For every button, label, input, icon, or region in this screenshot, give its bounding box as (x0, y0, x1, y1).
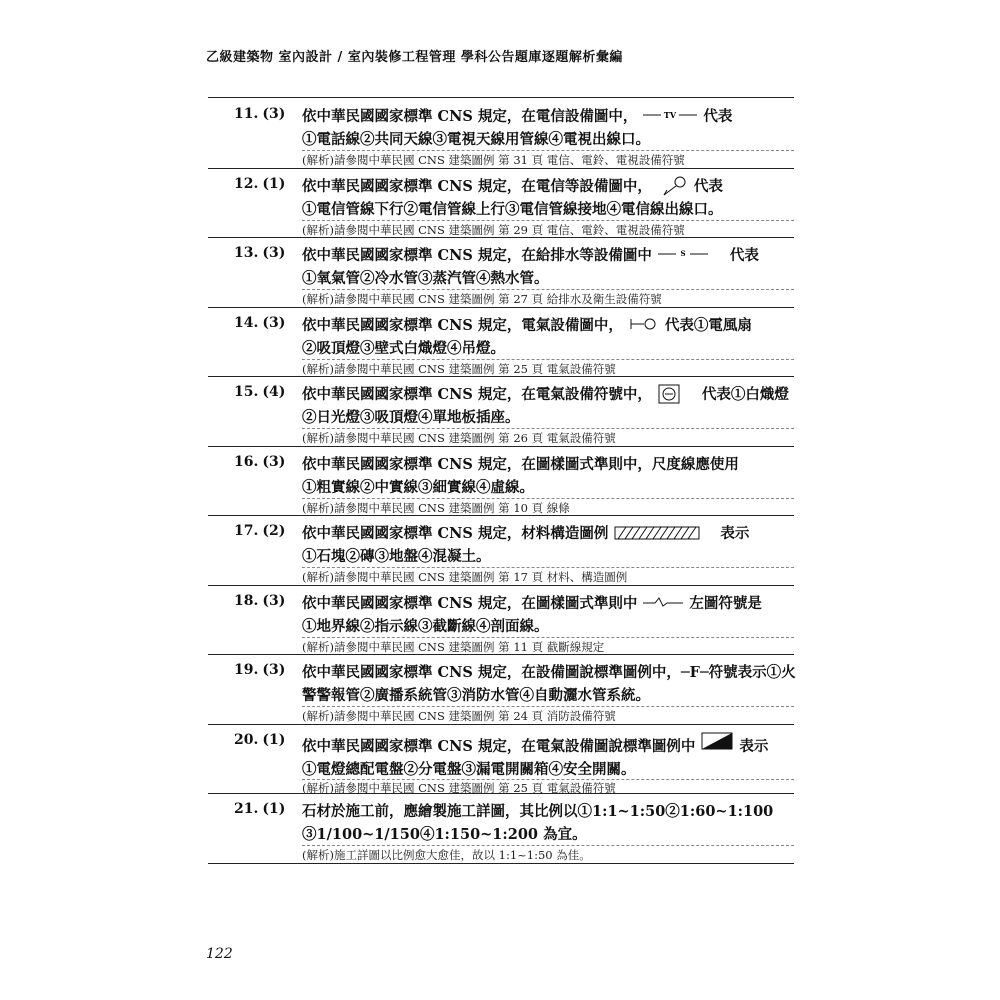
answer: (1) (262, 801, 286, 817)
question-15 (208, 377, 794, 447)
break-line-icon (643, 596, 683, 608)
question-21 (208, 794, 794, 864)
question-number: 19. (3) (234, 662, 286, 678)
explanation: (解析)請參閱中華民國 CNS 建築圖例 第 29 頁 電信、電鈴、電視設備符號 (302, 222, 685, 237)
question-14 (208, 308, 794, 378)
question-number: 17. (2) (234, 523, 286, 539)
question-text: 依中華民國國家標準 CNS 規定，在電信等設備圖中， 代表 (302, 175, 723, 197)
answer: (3) (262, 106, 286, 122)
question-20 (208, 725, 794, 795)
question-number: 18. (3) (234, 592, 286, 609)
page-number: 122 (206, 946, 233, 962)
explanation: (解析)請參閱中華民國 CNS 建築圖例 第 25 頁 電氣設備符號 (302, 361, 616, 376)
panel-icon (701, 732, 733, 750)
question-text: 依中華民國國家標準 CNS 規定，在圖樣圖式準則中，尺度線應使用 (302, 455, 739, 473)
options: ②吸頂燈③壁式白熾燈④吊燈。 (302, 339, 505, 357)
question-number: 13. (3) (234, 245, 286, 261)
divider (302, 428, 794, 429)
divider (302, 845, 794, 846)
question-number: 14. (3) (234, 314, 286, 331)
wall-lamp-icon (629, 317, 659, 331)
question-text: 依中華民國國家標準 CNS 規定，在設備圖說標準圖例中，─F─符號表示①火 (302, 664, 796, 681)
divider (302, 289, 794, 290)
question-number: 20. (1) (234, 731, 286, 748)
answer: (1) (262, 175, 286, 192)
divider (302, 637, 794, 638)
question-13 (208, 238, 794, 308)
s-line-icon (658, 248, 708, 262)
answer: (3) (262, 245, 286, 261)
question-18 (208, 586, 794, 656)
question-text: 依中華民國國家標準 CNS 規定，在電氣設備符號中， 代表①白熾燈 (302, 383, 789, 404)
explanation: (解析)施工詳圖以比例愈大愈佳，故以 1:1~1:50 為佳。 (302, 848, 591, 862)
question-text: 依中華民國國家標準 CNS 規定，材料構造圖例 表示 (302, 525, 750, 542)
answer: (3) (262, 592, 286, 609)
answer: (3) (262, 662, 286, 678)
divider (302, 150, 794, 151)
options: ③1/100~1/150④1:150~1:200 為宜。 (302, 826, 587, 843)
divider (302, 359, 794, 360)
hatch-icon (614, 526, 700, 540)
options: 警警報管②廣播系統管③消防水管④自動灑水管系統。 (302, 687, 650, 704)
question-11 (208, 99, 794, 169)
question-list (208, 99, 794, 864)
answer: (1) (262, 731, 286, 748)
explanation: (解析)請參閱中華民國 CNS 建築圖例 第 24 頁 消防設備符號 (302, 709, 616, 723)
options: ①石塊②磚③地盤④混凝土。 (302, 548, 491, 565)
explanation: (解析)請參閱中華民國 CNS 建築圖例 第 27 頁 給排水及衛生設備符號 (302, 292, 662, 306)
divider (302, 220, 794, 221)
divider (302, 498, 794, 499)
question-number: 16. (3) (234, 453, 286, 470)
question-17 (208, 516, 794, 586)
floor-outlet-icon (658, 384, 680, 404)
running-header: 乙級建築物 室內設計 / 室內裝修工程管理 學科公告題庫逐題解析彙編 (206, 50, 623, 65)
options: ①電話線②共同天線③電視天線用管線④電視出線口。 (302, 131, 650, 148)
question-text: 石材於施工前，應繪製施工詳圖，其比例以①1:1~1:50②1:60~1:100 (302, 803, 774, 820)
question-number: 12. (1) (234, 175, 286, 192)
question-text: 依中華民國國家標準 CNS 規定，在給排水等設備圖中 S 代表 (302, 247, 759, 264)
options: ①電燈總配電盤②分電盤③漏電開關箱④安全開關。 (302, 760, 636, 778)
question-number: 21. (1) (234, 801, 286, 817)
tv-line-icon (643, 109, 697, 123)
options: ①氧氣管②冷水管③蒸汽管④熱水管。 (302, 270, 549, 287)
answer: (4) (262, 384, 286, 400)
question-text: 依中華民國國家標準 CNS 規定，在電氣設備圖說標準圖例中 表示 (302, 735, 768, 756)
svg-text:TV: TV (664, 109, 677, 120)
explanation: (解析)請參閱中華民國 CNS 建築圖例 第 25 頁 電氣設備符號 (302, 780, 616, 795)
explanation: (解析)請參閱中華民國 CNS 建築圖例 第 17 頁 材料、構造圖例 (302, 570, 628, 584)
question-number: 15. (4) (234, 384, 286, 400)
top-rule (208, 97, 794, 98)
answer: (2) (262, 523, 286, 539)
explanation: (解析)請參閱中華民國 CNS 建築圖例 第 11 頁 截斷線規定 (302, 639, 605, 654)
options: ①地界線②指示線③截斷線④剖面線。 (302, 617, 549, 635)
explanation: (解析)請參閱中華民國 CNS 建築圖例 第 31 頁 電信、電鈴、電視設備符號 (302, 153, 685, 167)
divider (302, 567, 794, 568)
question-text: 依中華民國國家標準 CNS 規定，在圖樣圖式準則中 左圖符號是 (302, 594, 762, 612)
question-text: 依中華民國國家標準 CNS 規定，電氣設備圖中， 代表①電風扇 (302, 316, 752, 334)
question-16 (208, 447, 794, 517)
question-number: 11. (3) (234, 106, 286, 122)
explanation: (解析)請參閱中華民國 CNS 建築圖例 第 10 頁 線條 (302, 500, 570, 515)
riser-up-icon (658, 175, 688, 197)
divider (302, 706, 794, 707)
question-text: 依中華民國國家標準 CNS 規定，在電信設備圖中， TV 代表 (302, 108, 733, 125)
question-12 (208, 169, 794, 239)
options: ②日光燈③吸頂燈④單地板插座。 (302, 409, 520, 426)
explanation: (解析)請參閱中華民國 CNS 建築圖例 第 26 頁 電氣設備符號 (302, 431, 616, 445)
question-19 (208, 655, 794, 725)
answer: (3) (262, 453, 286, 470)
options: ①粗實線②中實線③細實線④虛線。 (302, 478, 534, 496)
answer: (3) (262, 314, 286, 331)
options: ①電信管線下行②電信管線上行③電信管線接地④電信線出線口。 (302, 200, 723, 218)
svg-text:S: S (680, 248, 686, 258)
